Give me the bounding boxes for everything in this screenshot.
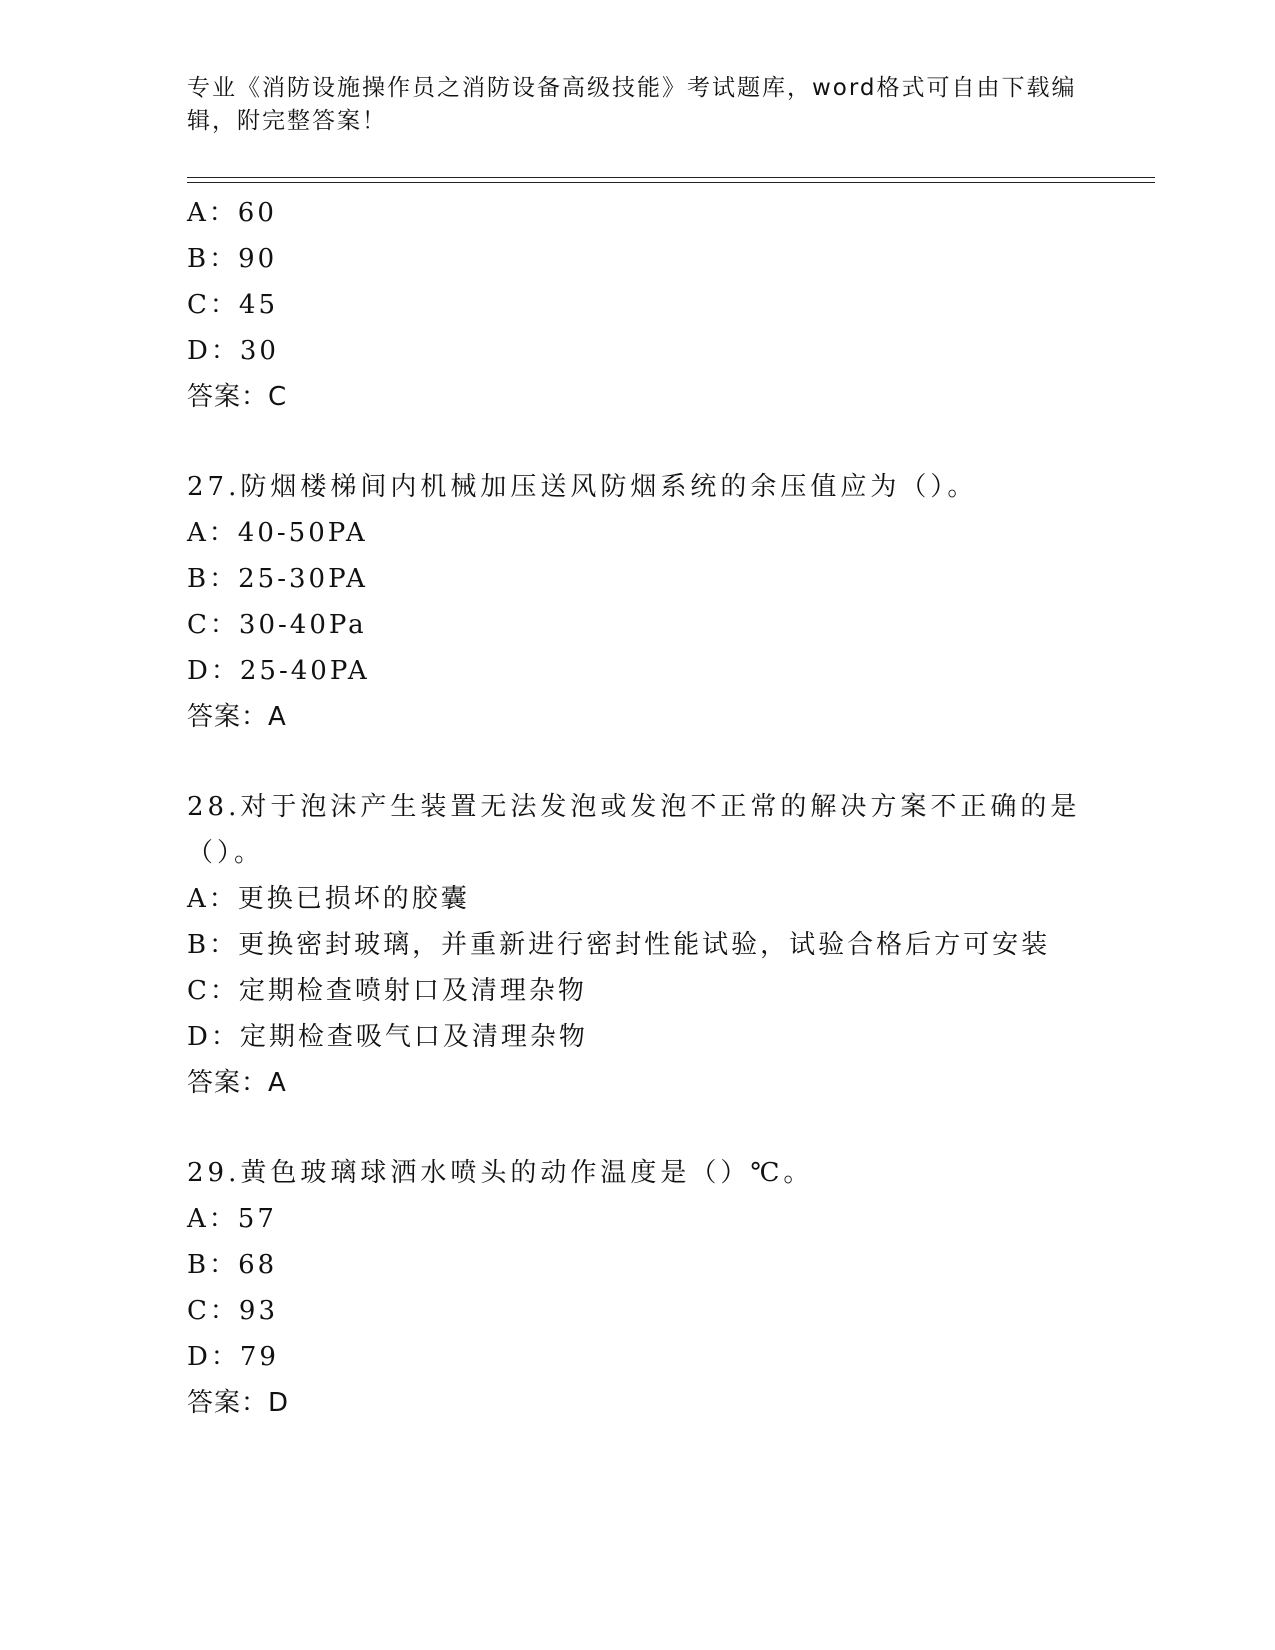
document-header: 专业《消防设施操作员之消防设备高级技能》考试题库，word格式可自由下载编辑，附完整答案！ [187, 75, 1077, 134]
answer-line: 答案：A [187, 702, 287, 732]
option-label: A： [187, 884, 238, 914]
header-rule-bottom [187, 182, 1155, 183]
option-a [187, 510, 1087, 556]
spacer [187, 420, 1087, 464]
option-a [187, 190, 1087, 236]
option-text: 更换密封玻璃，并重新进行密封性能试验，试验合格后方可安装 [238, 930, 1051, 960]
option-text: 40-50PA [237, 518, 368, 548]
option-label: A： [187, 198, 238, 228]
option-a [187, 1196, 1087, 1242]
option-d [187, 1334, 1087, 1380]
question-list [187, 190, 1087, 1426]
option-b [187, 556, 1087, 602]
answer-line: 答案：A [187, 1068, 287, 1098]
option-d [187, 648, 1087, 694]
option-b [187, 236, 1087, 282]
option-text: 79 [239, 1342, 279, 1372]
option-text: 25-40PA [239, 656, 370, 686]
option-text: 45 [238, 290, 278, 320]
option-label: B： [187, 930, 239, 960]
option-text: 更换已损坏的胶囊 [237, 884, 470, 914]
option-d [187, 1014, 1087, 1060]
option-b [187, 922, 1087, 968]
option-text: 60 [237, 198, 277, 228]
spacer [187, 740, 1087, 784]
option-text: 57 [237, 1204, 277, 1234]
option-label: B： [187, 244, 239, 274]
option-label: B： [187, 564, 239, 594]
option-label: D： [187, 1342, 240, 1372]
option-text: 68 [238, 1250, 278, 1280]
answer-line: 答案：D [187, 1388, 290, 1418]
answer-line: 答案：C [187, 382, 288, 412]
option-label: C： [187, 290, 239, 320]
option-c [187, 282, 1087, 328]
option-text: 30 [239, 336, 279, 366]
question-block-continued [187, 190, 1087, 420]
option-c [187, 602, 1087, 648]
question-block-28 [187, 784, 1087, 1106]
option-text: 93 [238, 1296, 278, 1326]
option-d [187, 328, 1087, 374]
question-text: 27.防烟楼梯间内机械加压送风防烟系统的余压值应为（）。 [187, 472, 978, 502]
option-c [187, 1288, 1087, 1334]
option-text: 30-40Pa [238, 610, 367, 640]
option-label: A： [187, 518, 238, 548]
question-text: 29.黄色玻璃球洒水喷头的动作温度是（）℃。 [187, 1158, 814, 1188]
question-block-27 [187, 464, 1087, 740]
option-text: 定期检查吸气口及清理杂物 [239, 1022, 588, 1052]
option-label: C： [187, 610, 239, 640]
option-c [187, 968, 1087, 1014]
option-label: C： [187, 1296, 239, 1326]
option-text: 90 [238, 244, 278, 274]
option-label: D： [187, 1022, 240, 1052]
spacer [187, 1106, 1087, 1150]
option-text: 定期检查喷射口及清理杂物 [238, 976, 587, 1006]
option-label: B： [187, 1250, 239, 1280]
option-label: A： [187, 1204, 238, 1234]
question-text: 28.对于泡沫产生装置无法发泡或发泡不正常的解决方案不正确的是（）。 [187, 792, 1081, 868]
option-label: D： [187, 336, 240, 366]
option-b [187, 1242, 1087, 1288]
option-label: D： [187, 656, 240, 686]
question-block-29 [187, 1150, 1087, 1426]
option-label: C： [187, 976, 239, 1006]
option-text: 25-30PA [238, 564, 368, 594]
header-rule-top [187, 177, 1155, 178]
option-a [187, 876, 1087, 922]
